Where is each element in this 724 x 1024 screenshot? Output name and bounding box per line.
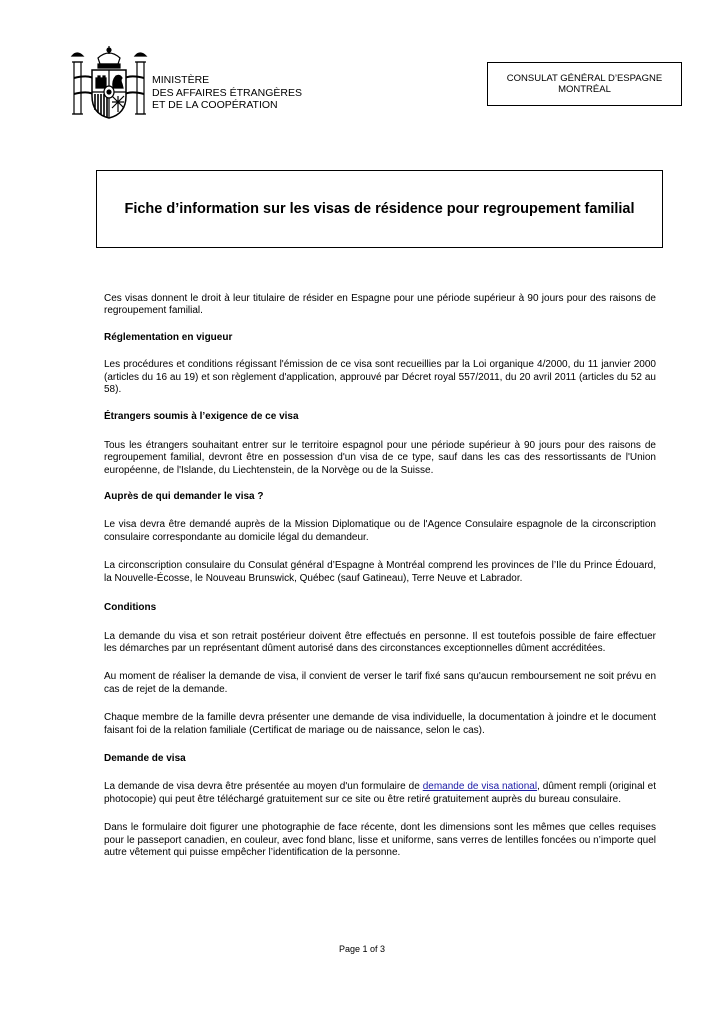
paragraph-aupres-2: La circonscription consulaire du Consulat général d’Espagne à Montréal comprend les provinces de l’Ile du Prince Édouard, la Nouvelle-Écosse, le Nouveau Brunswick, Québec (sauf Gatineau), Terre Neuve et Labrador. bbox=[104, 560, 656, 584]
heading-reglementation: Réglementation en vigueur bbox=[104, 331, 233, 343]
consulate-line-1: CONSULAT GÉNÉRAL D’ESPAGNE bbox=[506, 73, 663, 84]
consulate-line-2: MONTRÉAL bbox=[558, 84, 611, 95]
title-box bbox=[96, 170, 663, 248]
paragraph-demande-1-end: , dûment rempli (original et photocopie) qui peut être téléchargé gratuitement sur ce site ou être retiré gratuitement auprès du bureau consulaire. bbox=[104, 781, 656, 805]
paragraph-demande-2: Dans le formulaire doit figurer une photographie de face récente, dont les dimensions sont les mêmes que celles requises pour le passeport canadien, en couleur, avec fond blanc, lisse et uniforme, sans verres de lentilles foncées ou n’importe quel autre vêtement qui puisse empêcher l’identification de la personne. bbox=[104, 822, 656, 858]
paragraph-conditions-1: La demande du visa et son retrait postérieur doivent être effectués en personne. Il est toutefois possible de faire effectuer les démarches par un représentant dûment autorisé dans des circonstances exceptionnelles dûment accréditées. bbox=[104, 630, 656, 654]
paragraph-demande-1 bbox=[104, 781, 656, 806]
paragraph-aupres-1: Le visa devra être demandé auprès de la Mission Diplomatique ou de l'Agence Consulaire espagnole de la circonscription consulaire correspondante au domicile légal du demandeur. bbox=[104, 519, 656, 543]
ministry-line-1: MINISTÈRE bbox=[152, 74, 210, 86]
document-body bbox=[104, 293, 656, 859]
national-visa-form-link[interactable]: demande de visa national bbox=[422, 781, 538, 793]
paragraph-conditions-3: Chaque membre de la famille devra présenter une demande de visa individuelle, la documentation à joindre et le document faisant foi de la relation familiale (Certificat de mariage ou de naissance, selon le cas). bbox=[104, 712, 656, 736]
heading-demande: Demande de visa bbox=[104, 752, 186, 764]
ministry-line-3: ET DE LA COOPÉRATION bbox=[152, 99, 278, 111]
consulate-box bbox=[487, 62, 682, 106]
page-number: Page 1 of 3 bbox=[338, 944, 386, 954]
paragraph-conditions-2: Au moment de réaliser la demande de visa, il convient de verser le tarif fixé sans qu'aucun remboursement ne soit prévu en cas de rejet de la demande. bbox=[104, 671, 656, 695]
heading-conditions: Conditions bbox=[104, 602, 157, 614]
paragraph-etrangers: Tous les étrangers souhaitant entrer sur le territoire espagnol pour une période supérieur à 90 jours pour des raisons de regroupement familial, devront être en possession d'un visa de ce type, sauf dans les cas des ressortissants de l'Union européenne, de l'Islande, du Liechtenstein, de la Norvège ou de la Suisse. bbox=[104, 439, 656, 476]
heading-aupres: Auprès de qui demander le visa ? bbox=[104, 491, 264, 503]
intro-paragraph: Ces visas donnent le droit à leur titulaire de résider en Espagne pour une période supérieur à 90 jours pour des raisons de regroupement familial. bbox=[104, 293, 656, 317]
paragraph-demande-1-start: La demande de visa devra être présentée au moyen d'un formulaire de bbox=[104, 781, 423, 793]
coat-of-arms-logo bbox=[70, 44, 148, 122]
ministry-name bbox=[152, 74, 302, 112]
ministry-line-2: DES AFFAIRES ÉTRANGÈRES bbox=[152, 86, 302, 99]
paragraph-reglementation: Les procédures et conditions régissant l'émission de ce visa sont recueillies par la Loi organique 4/2000, du 11 janvier 2000 (articles du 16 au 19) et son règlement d'application, approuvé par Décret royal 557/2011, du 20 avril 2011 (articles du 52 au 58). bbox=[104, 359, 656, 396]
document-title: Fiche d’information sur les visas de résidence pour regroupement familial bbox=[124, 201, 635, 217]
heading-etrangers: Étrangers soumis à l’exigence de ce visa bbox=[104, 411, 299, 423]
